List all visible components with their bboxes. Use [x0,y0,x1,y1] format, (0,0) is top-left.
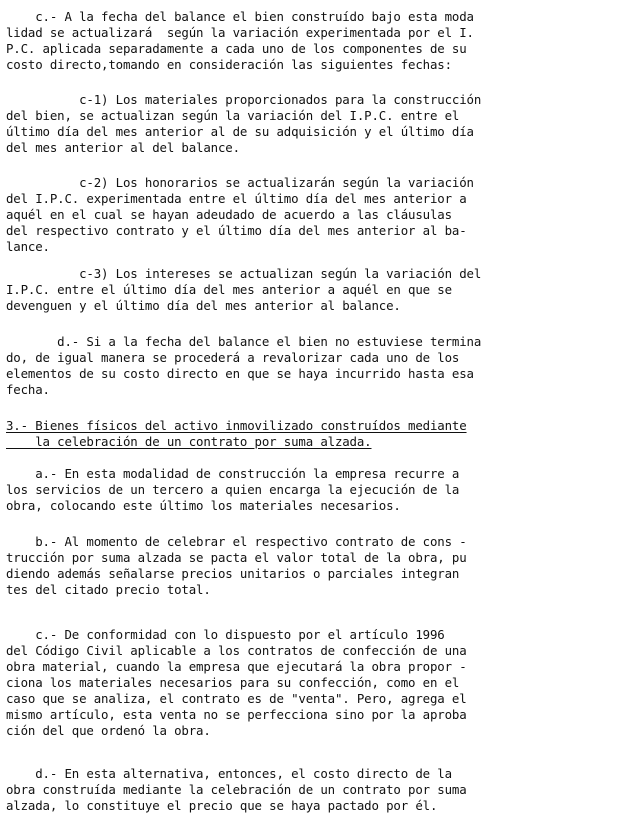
para-3b-line-1: b.- Al momento de celebrar el respectivo contrato de cons - [6,534,467,549]
para-c3-line-2: I.P.C. entre el último día del mes anterior a aquél en que se [6,282,452,297]
para-c2-line-5: lance. [6,239,50,254]
para-3c-line-5: caso que se analiza, el contrato es de "venta". Pero, agrega el [6,691,467,706]
para-c2-line-3: aquél en el cual se hayan adeudado de acuerdo a las cláusulas [6,207,452,222]
para-d-line-3: elementos de su costo directo en que se haya incurrido hasta esa [6,366,474,381]
para-3a-line-3: obra, colocando este último los materiales necesarios. [6,498,401,513]
para-c-line-3: P.C. aplicada separadamente a cada uno de los componentes de su [6,41,467,56]
para-c2-line-1: c-2) Los honorarios se actualizarán según la variación [6,175,474,190]
para-3d-line-1: d.- En esta alternativa, entonces, el costo directo de la [6,766,452,781]
para-3c-line-4: ciona los materiales necesarios para su confección, como en el [6,675,460,690]
section-3-heading-line-2: la celebración de un contrato por suma alzada. [6,434,372,449]
para-3c-line-3: obra material, cuando la empresa que ejecutará la obra propor - [6,659,467,674]
section-3-heading-line-1: 3.- Bienes físicos del activo inmovilizado construídos mediante [6,418,467,433]
para-3d-line-3: alzada, lo constituye el precio que se haya pactado por él. [6,798,438,813]
para-3c-line-1: c.- De conformidad con lo dispuesto por el artículo 1996 [6,627,445,642]
para-3d-line-2: obra construída mediante la celebración de un contrato por suma [6,782,467,797]
para-3b-line-2: trucción por suma alzada se pacta el valor total de la obra, pu [6,550,467,565]
para-c3-line-1: c-3) Los intereses se actualizan según la variación del [6,266,482,281]
para-d-line-1: d.- Si a la fecha del balance el bien no estuviese termina [6,334,482,349]
para-3b-line-3: diendo además señalarse precios unitarios o parciales integran [6,566,460,581]
para-3a-line-1: a.- En esta modalidad de construcción la empresa recurre a [6,466,460,481]
para-d-line-4: fecha. [6,382,50,397]
para-c1-line-2: del bien, se actualizan según la variación del I.P.C. entre el [6,108,460,123]
para-3a-line-2: los servicios de un tercero a quien encarga la ejecución de la [6,482,460,497]
para-c-line-2: lidad se actualizará según la variación experimentada por el I. [6,25,474,40]
para-d-line-2: do, de igual manera se procederá a revalorizar cada uno de los [6,350,460,365]
para-c1-line-3: último día del mes anterior al de su adquisición y el último día [6,124,474,139]
para-c2-line-2: del I.P.C. experimentada entre el último día del mes anterior a [6,191,467,206]
para-c-line-1: c.- A la fecha del balance el bien construído bajo esta moda [6,9,474,24]
para-c3-line-3: devenguen y el último día del mes anterior al balance. [6,298,401,313]
para-3c-line-6: mismo artículo, esta venta no se perfecciona sino por la aproba [6,707,467,722]
para-3c-line-7: ción del que ordenó la obra. [6,723,211,738]
para-3b-line-4: tes del citado precio total. [6,582,211,597]
para-c-line-4: costo directo,tomando en consideración las siguientes fechas: [6,57,452,72]
para-3c-line-2: del Código Civil aplicable a los contratos de confección de una [6,643,467,658]
para-c2-line-4: del respectivo contrato y el último día del mes anterior al ba- [6,223,467,238]
para-c1-line-4: del mes anterior al del balance. [6,140,240,155]
para-c1-line-1: c-1) Los materiales proporcionados para la construcción [6,92,482,107]
